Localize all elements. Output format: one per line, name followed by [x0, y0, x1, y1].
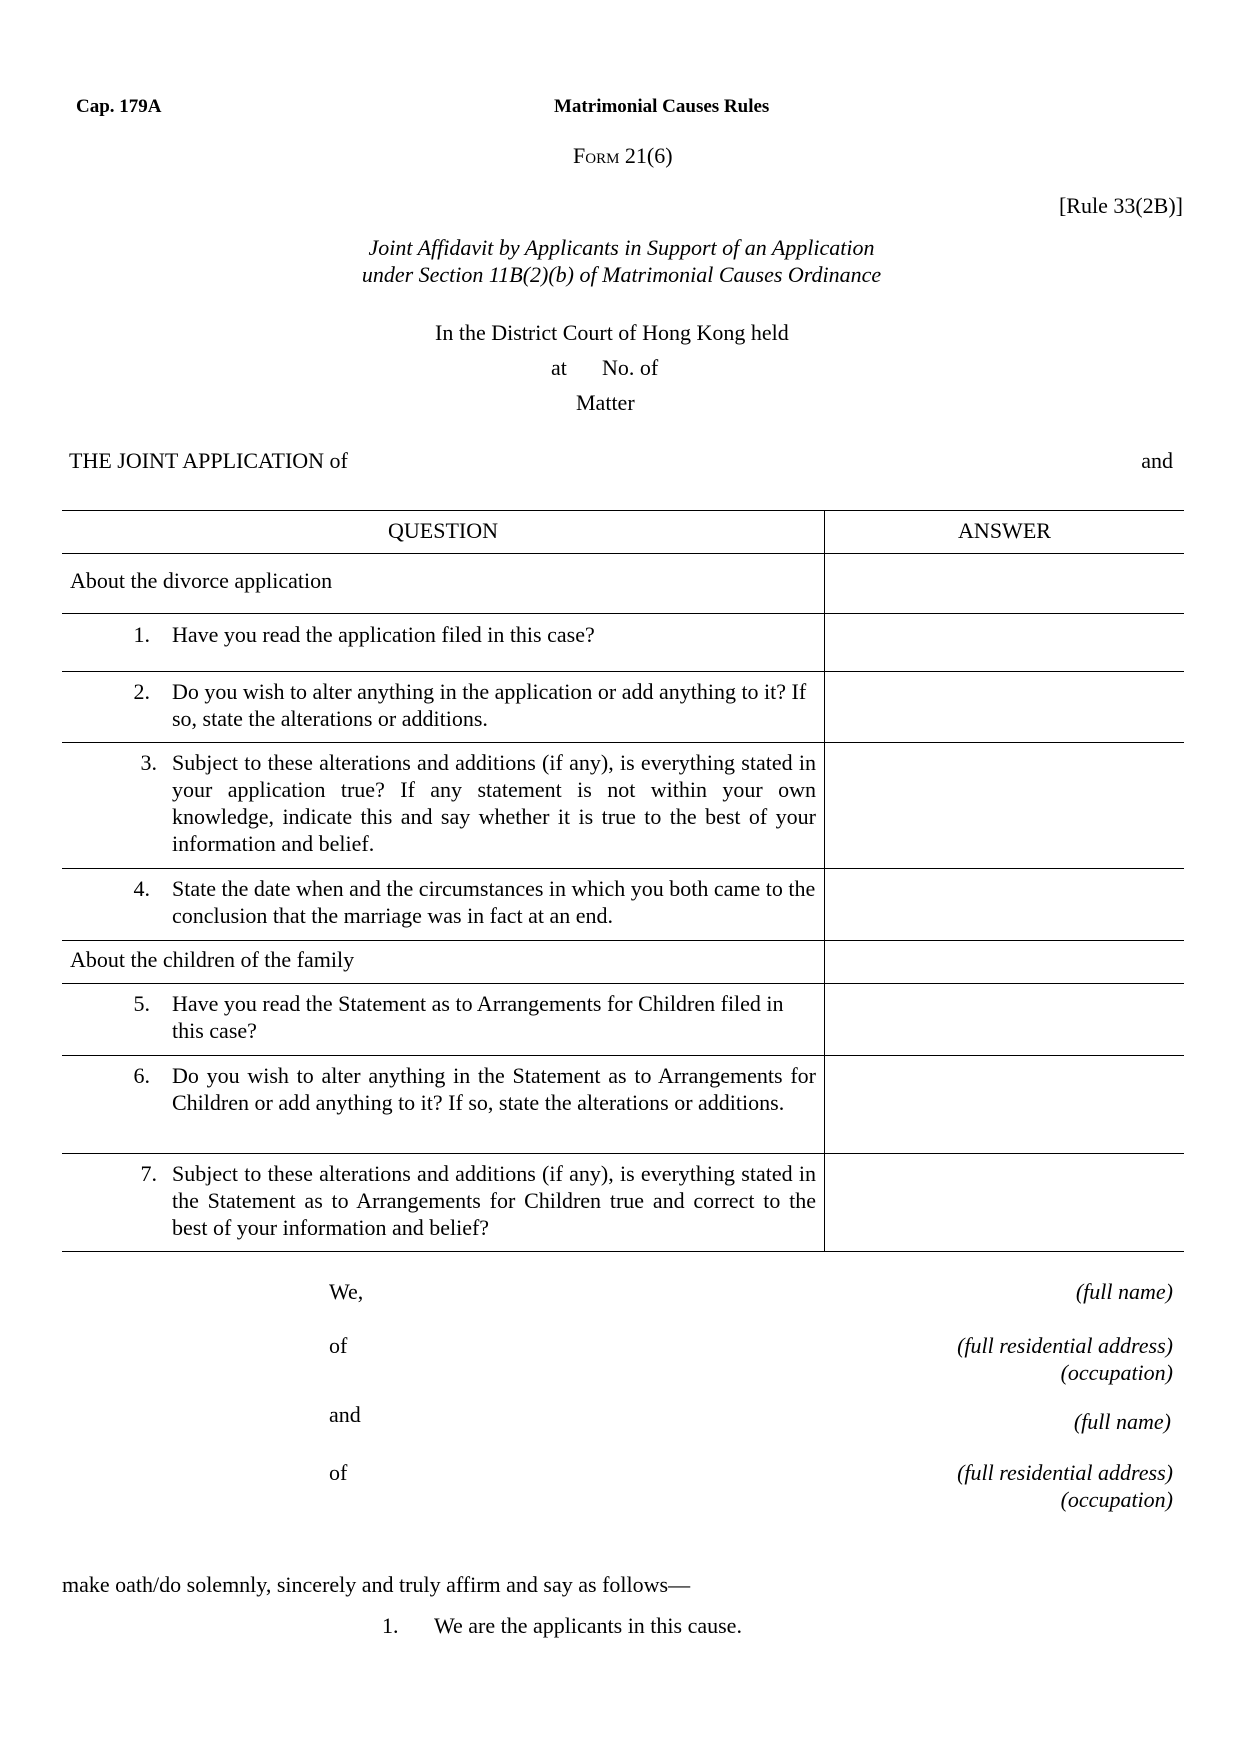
question-number: 3. [140, 750, 157, 775]
answer-cell[interactable] [825, 869, 1185, 941]
deponents-we-label: We, [329, 1279, 364, 1304]
question-number: 1. [133, 622, 150, 647]
oath-statement: make oath/do solemnly, sincerely and truly affirm and say as follows— [62, 1572, 691, 1597]
question-number: 5. [133, 991, 150, 1016]
question-cell [62, 869, 825, 941]
deponents-of-label-2: of [329, 1460, 348, 1485]
section-row-divorce [62, 554, 1184, 614]
oath-item-number: 1. [382, 1613, 399, 1638]
form-number [573, 143, 673, 169]
question-row-6 [62, 1056, 1184, 1154]
full-name-placeholder-2: (full name) [1073, 1409, 1171, 1434]
court-at-label: at [551, 355, 567, 380]
question-text: Have you read the application filed in this case? [172, 622, 595, 647]
section-row-children [62, 941, 1184, 984]
address-placeholder-1: (full residential address) [957, 1333, 1173, 1358]
chapter-number: Cap. 179A [76, 96, 162, 117]
question-row-7 [62, 1154, 1184, 1252]
form-title-line-2: under Section 11B(2)(b) of Matrimonial Causes Ordinance [361, 262, 882, 287]
section-title-children: About the children of the family [62, 941, 825, 984]
joint-application-label: THE JOINT APPLICATION of [69, 448, 348, 473]
joint-application-and: and [1141, 448, 1173, 473]
deponents-and-label: and [329, 1402, 361, 1427]
question-row-5 [62, 984, 1184, 1056]
question-answer-table [62, 510, 1184, 1252]
answer-cell[interactable] [825, 1154, 1185, 1252]
form-number-value: 21(6) [624, 143, 673, 168]
question-text: Do you wish to alter anything in the Statement as to Arrangements for Children or add anything to it? If so, state the alterations or additions. [172, 1063, 816, 1115]
oath-item-text: We are the applicants in this cause. [434, 1613, 742, 1638]
question-cell [62, 672, 825, 743]
answer-column-header: ANSWER [825, 511, 1185, 554]
section-title-divorce: About the divorce application [62, 554, 825, 614]
court-case-number-label: No. of [602, 355, 659, 380]
answer-cell[interactable] [825, 743, 1185, 869]
question-text: State the date when and the circumstances in which you both came to the conclusion that the marriage was in fact at an end. [172, 876, 816, 928]
question-column-header: QUESTION [62, 511, 825, 554]
question-row-2 [62, 672, 1184, 743]
question-cell [62, 984, 825, 1056]
address-placeholder-2: (full residential address) [957, 1460, 1173, 1485]
question-cell [62, 614, 825, 672]
question-number: 2. [133, 679, 150, 704]
occupation-placeholder-1: (occupation) [1060, 1360, 1173, 1385]
question-number: 6. [133, 1063, 150, 1088]
form-prefix: Form [573, 143, 620, 168]
full-name-placeholder-1: (full name) [1075, 1279, 1173, 1304]
rules-title: Matrimonial Causes Rules [554, 96, 770, 117]
table-header-row [62, 511, 1184, 554]
question-cell [62, 743, 825, 869]
question-row-1 [62, 614, 1184, 672]
answer-cell[interactable] [825, 941, 1185, 984]
occupation-placeholder-2: (occupation) [1060, 1487, 1173, 1512]
question-text: Subject to these alterations and additions (if any), is everything stated in your application true? If any statement is not within your own knowledge, indicate this and say whether it is true to the best of your information and belief. [172, 750, 816, 856]
question-cell [62, 1154, 825, 1252]
question-text: Do you wish to alter anything in the application or add anything to it? If so, state the alterations or additions. [172, 679, 807, 731]
answer-cell[interactable] [825, 614, 1185, 672]
question-number: 4. [133, 876, 150, 901]
question-row-4 [62, 869, 1184, 941]
answer-cell[interactable] [825, 984, 1185, 1056]
court-heading: In the District Court of Hong Kong held [435, 320, 789, 345]
court-matter-label: Matter [576, 390, 635, 415]
rule-reference: [Rule 33(2B)] [1058, 193, 1183, 218]
answer-cell[interactable] [825, 1056, 1185, 1154]
question-cell [62, 1056, 825, 1154]
question-text: Subject to these alterations and additions (if any), is everything stated in the Statement as to Arrangements for Children true and correct to the best of your information and belief? [172, 1161, 816, 1240]
question-text: Have you read the Statement as to Arrangements for Children filed in this case? [172, 991, 784, 1043]
question-number: 7. [140, 1161, 157, 1186]
answer-cell[interactable] [825, 554, 1185, 614]
answer-cell[interactable] [825, 672, 1185, 743]
form-title-line-1: Joint Affidavit by Applicants in Support of an Application [368, 235, 875, 260]
question-row-3 [62, 743, 1184, 869]
deponents-of-label-1: of [329, 1333, 348, 1358]
